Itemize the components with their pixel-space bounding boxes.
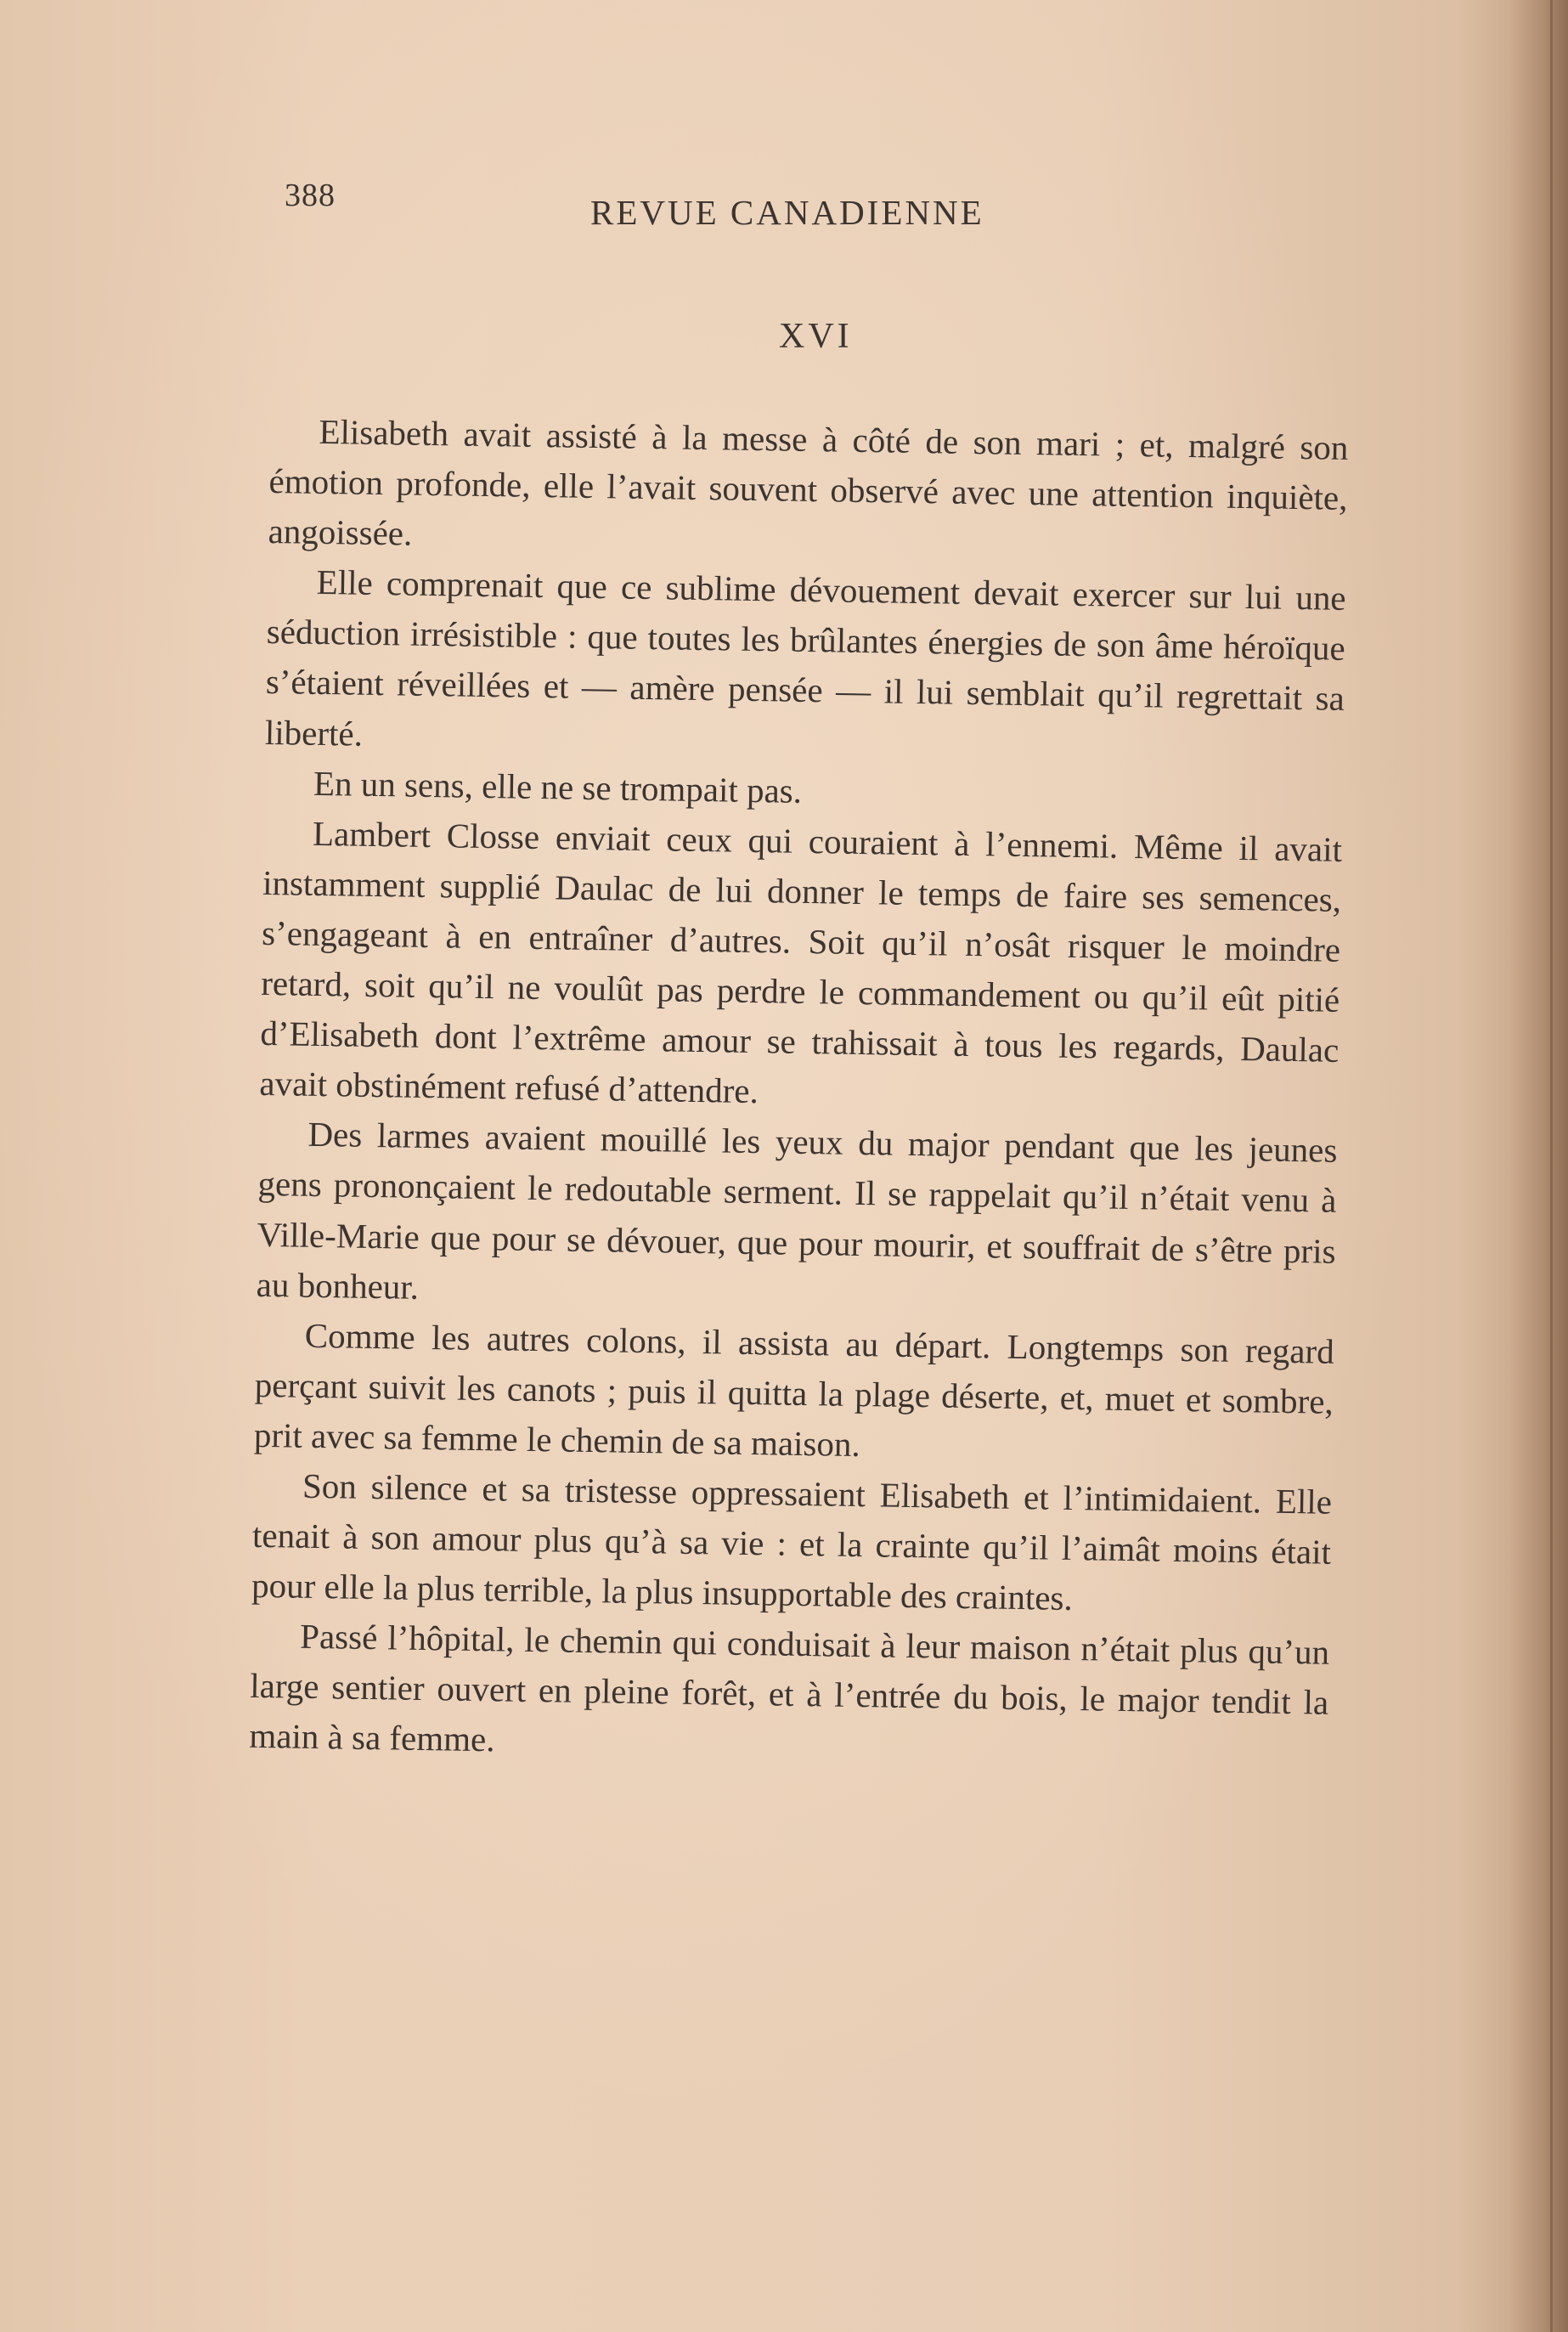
binding-edge (1550, 0, 1553, 2332)
paragraph-1: Elisabeth avait assisté à la messe à côté de son mari ; et, malgré son émotion profonde, elle l’avait souvent observé avec une attention inquiète, angoissée. (268, 411, 1349, 553)
paragraph-5: Des larmes avaient mouillé les yeux du major pendant que les jeunes gens prononçaient le redoutable serment. Il se rappelait qu’il n’était venu à Ville-Marie que pour se dévouer, que pour mourir, et souffrait de s’être pris au bonheur. (256, 1115, 1338, 1307)
body-text (249, 406, 1349, 1778)
page-number: 388 (285, 178, 336, 213)
paragraph-6: Comme les autres colons, il assista au départ. Longtemps son regard perçant suivit les canots ; puis il quitta la plage déserte, et, muet et sombre, prit avec sa femme le chemin de sa maison. (253, 1315, 1335, 1464)
paragraph-2: Elle comprenait que ce sublime dévouement devait exercer sur lui une séduction irrésistible : que toutes les brûlantes énergies de son âme héroïque s’étaient réveillées et — amère pensée — il lui semblait qu’il regrettait sa liberté. (264, 562, 1346, 754)
paragraph-3: En un sens, elle ne se trompait pas. (313, 763, 803, 810)
paragraph-4: Lambert Closse enviait ceux qui couraient à l’ennemi. Même il avait instamment supplié Daulac de lui donner le temps de faire ses semences, s’engageant à en entraîner d’autres. Soit qu’il n’osât risquer le moindre retard, soit qu’il ne voulût pas perdre le commandement ou qu’il eût pitié d’Elisabeth dont l’extrême amour se trahissait à tous les regards, Daulac avait obstinément refusé d’attendre. (259, 813, 1343, 1111)
paragraph-7: Son silence et sa tristesse oppressaient Elisabeth et l’intimidaient. Elle tenait à son amour plus qu’à sa vie : et la crainte qu’il l’aimât moins était pour elle la plus terrible, la plus insupportable des craintes. (251, 1465, 1333, 1618)
running-title: REVUE CANADIENNE (590, 193, 984, 232)
chapter-numeral: XVI (779, 317, 853, 356)
paragraph-8: Passé l’hôpital, le chemin qui conduisait à leur maison n’était plus qu’un large sentier ouvert en pleine forêt, et à l’entrée du bois, le major tendit la main à sa femme. (249, 1616, 1330, 1759)
binding-shadow (1509, 0, 1568, 2332)
